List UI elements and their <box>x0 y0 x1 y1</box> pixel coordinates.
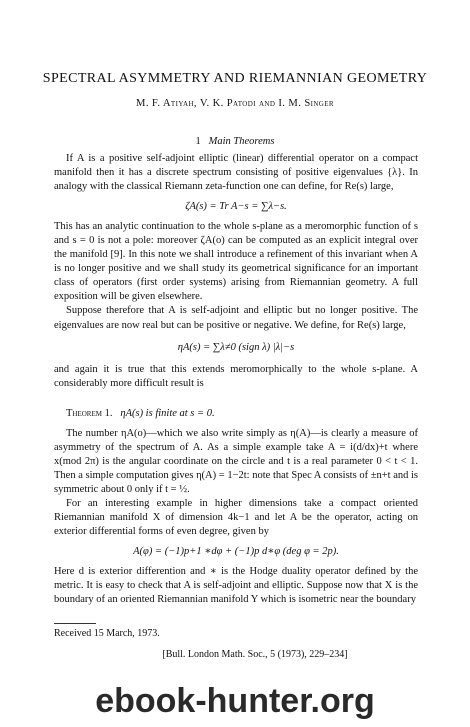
section-number: 1 <box>195 136 201 147</box>
watermark-logo <box>0 672 470 727</box>
paragraph-5: The number ηA(o)—which we also write simply as η(A)—is clearly a measure of asymmetry of the spectrum of A. As a simple example take A = i(d/dx)+t where x(mod 2π) is the angular coordinate on the circle and t is a real parameter 0 < t < 1. Then a simple computation gives η(A) = 1−2t: note that Spec A consists of ±n+t and is symmetric about 0 only if t = ½. <box>54 427 418 495</box>
paragraph-1: If A is a positive self-adjoint elliptic (linear) differential operator on a compact manifold then it has a discrete spectrum consisting of positive eigenvalues {λ}. In analogy with the classical Riemann zeta-function one can define, for Re(s) large, <box>54 153 418 193</box>
footnote-rule <box>54 623 96 624</box>
section-title: Main Theorems <box>208 136 275 147</box>
journal-citation: [Bull. London Math. Soc., 5 (1973), 229–234] <box>162 649 348 660</box>
paragraph-2: This has an analytic continuation to the whole s-plane as a meromorphic function of s and s = 0 is not a pole: moreover ζA(o) can be computed as an explicit integral over the manifold [9]. In this note we shall introduce a refinement of this invariant when A is no longer positive and we shall study its geometrical significance for an important class of operators (first order systems) arising from Riemannian geometry. A full exposition will be given elsewhere. <box>54 221 418 303</box>
paragraph-4: and again it is true that this extends meromorphically to the whole s-plane. A considerably more difficult result is <box>54 363 418 389</box>
equation-operator: A(φ) = (−1)p+1 ∗dφ + (−1)p d∗φ (deg φ = 2p). <box>133 546 339 558</box>
theorem-label: Theorem 1. <box>66 407 113 419</box>
paper-authors <box>0 98 470 109</box>
watermark-svg <box>0 672 470 727</box>
paragraph-6: For an interesting example in higher dimensions take a compact oriented Riemannian manifold X of dimension 4k−1 and let A be the operator, acting on exterior differential forms of even degree, given by <box>54 497 418 538</box>
paragraph-7: Here d is exterior differention and ∗ is the Hodge duality operator defined by the metric. It is easy to check that A is self-adjoint and elliptic. Suppose now that X is the boundary of an oriented Riemannian manifold Y which is isometric near the boundary <box>54 566 418 606</box>
received-date: Received 15 March, 1973. <box>54 628 160 639</box>
equation-zeta: ζA(s) = Tr A−s = ∑λ−s. <box>185 201 287 213</box>
theorem-1 <box>54 407 418 421</box>
equation-eta: ηA(s) = ∑λ≠0 (sign λ) |λ|−s <box>177 341 295 353</box>
theorem-statement: ηA(s) is finite at s = 0. <box>120 407 215 419</box>
section-heading <box>0 136 470 147</box>
authors-text: M. F. Atiyah, V. K. Patodi and I. M. Singer <box>136 98 334 109</box>
watermark-text: ebook-hunter.org <box>95 682 375 720</box>
paragraph-3: Suppose therefore that A is self-adjoint and elliptic but no longer positive. The eigenvalues are now real but can be positive or negative. We define, for Re(s) large, <box>54 305 418 331</box>
paper-title: SPECTRAL ASYMMETRY AND RIEMANNIAN GEOMETRY <box>42 71 428 86</box>
paper-body <box>54 152 418 607</box>
